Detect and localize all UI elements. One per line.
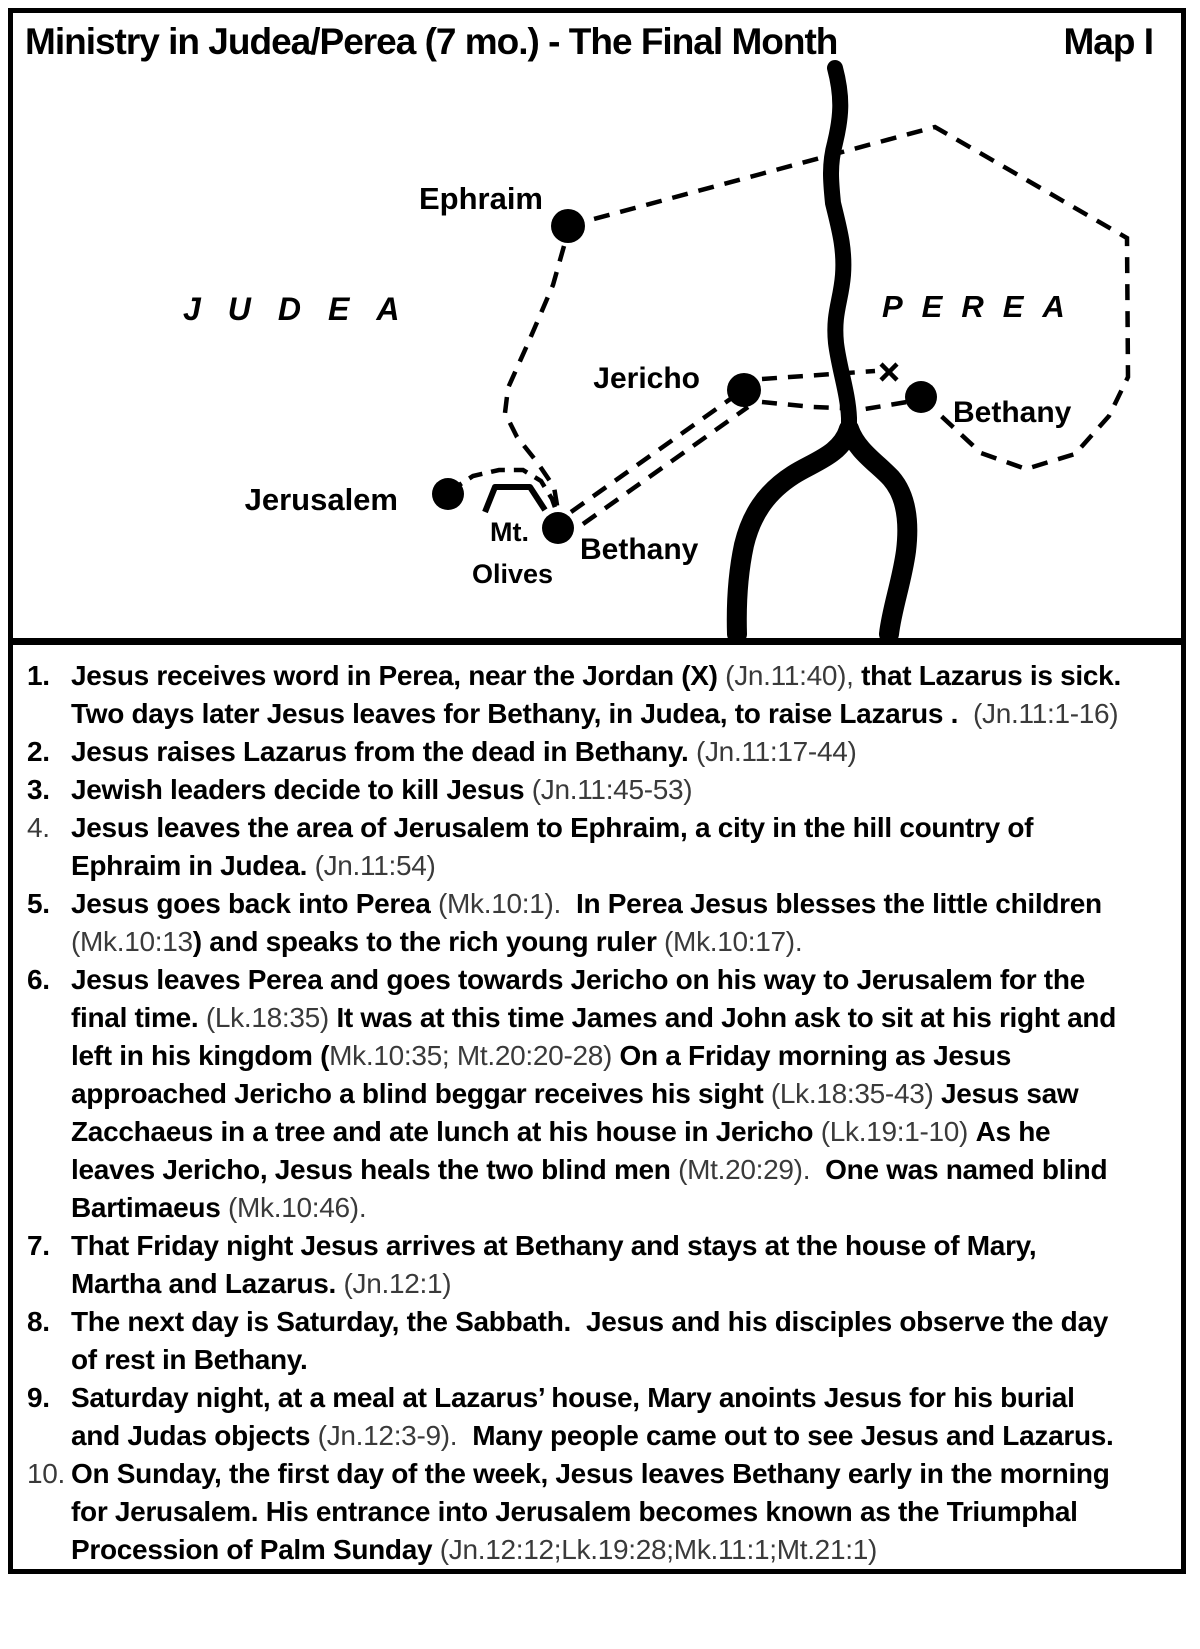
event-text: On a Friday morning as Jesus approached Jericho a blind beggar receives his sight: [71, 1040, 1019, 1109]
event-text: ) and speaks to the rich young ruler: [192, 926, 665, 957]
scripture-reference: Mk.10:35; Mt.20:20-28): [329, 1040, 620, 1071]
item-text: [71, 733, 1126, 771]
event-text: Jesus goes back into Perea: [71, 888, 438, 919]
item-number: 10.: [27, 1458, 66, 1489]
scripture-reference: (Lk.19:1-10): [820, 1116, 976, 1147]
scripture-reference: (Mk.10:13: [71, 926, 193, 957]
scripture-reference: (Jn.11:45-53): [531, 774, 693, 805]
event-text: Jesus raises Lazarus from the dead in Bethany.: [71, 736, 696, 767]
scripture-reference: (Jn.11:1-16): [973, 698, 1119, 729]
scripture-reference: (Jn.11:40),: [725, 660, 862, 691]
item-text: [71, 1227, 1126, 1303]
jerusalem-dot: [432, 478, 464, 510]
event-text: Many people came out to see Jesus and Lazarus.: [472, 1420, 1114, 1451]
event-text: In Perea Jesus blesses the little children: [575, 888, 1110, 919]
list-item: [27, 809, 1126, 885]
event-text: Jesus saw Zacchaeus in a tree and ate lunch at his house in Jericho: [71, 1078, 1086, 1147]
route-ephraim-bethany-dashed: [505, 246, 564, 511]
ephraim-label: Ephraim: [418, 181, 543, 216]
item-number: 2.: [27, 736, 50, 767]
event-text: that Lazarus is sick. Two days later Jesus leaves for Bethany, in Judea, to raise Lazarus .: [71, 660, 1136, 729]
item-number: 1.: [27, 660, 50, 691]
item-text: [71, 809, 1126, 885]
item-number: 3.: [27, 774, 50, 805]
list-item: [27, 1379, 1126, 1455]
route-bethany-jericho-upper-dashed: [571, 395, 736, 512]
route-jericho-x-dashed: [762, 371, 875, 379]
mt-olives-label-line1: Mt.: [490, 517, 529, 547]
item-number: 5.: [27, 888, 50, 919]
item-text: [71, 1379, 1126, 1455]
jordan-river-main: [831, 68, 849, 435]
list-item: [27, 885, 1126, 961]
jericho-label: Jericho: [593, 362, 700, 395]
item-number: 7.: [27, 1230, 50, 1261]
event-text: Saturday night, at a meal at Lazarus’ house, Mary anoints Jesus for his burial and Judas objects: [71, 1382, 1083, 1451]
page-title: Ministry in Judea/Perea (7 mo.) - The Final Month: [25, 21, 838, 62]
map-number-label: Map I: [1063, 21, 1153, 62]
item-text: [71, 657, 1136, 733]
page-frame: [8, 8, 1186, 1574]
event-text: That Friday night Jesus arrives at Bethany and stays at the house of Mary, Martha and Lazarus.: [71, 1230, 1044, 1299]
mt-olives-ridge: [485, 487, 545, 512]
list-item: [27, 961, 1126, 1227]
event-text: It was at this time James and John ask to sit at his right and left in his kingdom (: [71, 1002, 1124, 1071]
item-text: [71, 885, 1126, 961]
event-text: Jesus leaves Perea and goes towards Jericho on his way to Jerusalem for the final time.: [71, 964, 1093, 1033]
scripture-reference: (Jn.12:3-9).: [317, 1420, 473, 1451]
scripture-reference: (Lk.18:35): [205, 1002, 337, 1033]
item-text: [71, 771, 1126, 809]
bethany-judea-dot: [542, 512, 574, 544]
jordan-river-west-branch: [737, 429, 849, 634]
jericho-dot: [727, 373, 761, 407]
route-bethany-jericho-lower-dashed: [583, 407, 748, 524]
map-title-row: [25, 21, 1153, 63]
event-text: One was named blind Bartimaeus: [71, 1154, 1115, 1223]
item-number: 9.: [27, 1382, 50, 1413]
list-item: [27, 1227, 1126, 1303]
scripture-reference: (Jn.11:54): [314, 850, 436, 881]
bethany-perea-label: Bethany: [953, 396, 1072, 429]
list-item: [27, 1455, 1126, 1569]
list-item: [27, 771, 1126, 809]
list-item: [27, 657, 1136, 733]
jerusalem-label: Jerusalem: [244, 482, 398, 517]
route-jericho-bethany-perea-dashed: [762, 402, 907, 409]
item-text: [71, 1455, 1126, 1569]
list-item: [27, 733, 1126, 771]
judea-region-label: JUDEA: [183, 291, 427, 327]
event-list: [13, 645, 1181, 1569]
scripture-reference: (Mt.20:29).: [678, 1154, 826, 1185]
event-text: Jesus leaves the area of Jerusalem to Ephraim, a city in the hill country of Ephraim in Judea.: [71, 812, 1041, 881]
judea-perea-map: [13, 13, 1181, 638]
bethany-perea-dot: [905, 381, 937, 413]
item-number: 8.: [27, 1306, 50, 1337]
item-number: 6.: [27, 964, 50, 995]
item-number: 4.: [27, 812, 50, 843]
scripture-reference: (Mk.10:17).: [664, 926, 803, 957]
map-section: [13, 13, 1181, 645]
scripture-reference: (Jn.11:17-44): [695, 736, 857, 767]
list-item: [27, 1303, 1126, 1379]
event-text: Jewish leaders decide to kill Jesus: [71, 774, 532, 805]
jordan-river-east-branch: [849, 429, 907, 634]
scripture-reference: (Mk.10:1).: [437, 888, 576, 919]
ephraim-dot: [551, 209, 585, 243]
scripture-reference: (Jn.12:1): [343, 1268, 452, 1299]
item-text: [71, 1303, 1126, 1379]
scripture-reference: (Jn.12:12;Lk.19:28;Mk.11:1;Mt.21:1): [439, 1534, 877, 1565]
item-text: [71, 961, 1126, 1227]
x-marker: [881, 364, 897, 380]
event-text: Jesus receives word in Perea, near the Jordan (X): [71, 660, 726, 691]
event-text: As he leaves Jericho, Jesus heals the two blind men: [71, 1116, 1058, 1185]
scripture-reference: (Lk.18:35-43): [770, 1078, 942, 1109]
scripture-reference: (Mk.10:46).: [228, 1192, 367, 1223]
event-text: The next day is Saturday, the Sabbath. Jesus and his disciples observe the day of rest in Bethany.: [71, 1306, 1116, 1375]
perea-region-label: PEREA: [882, 289, 1084, 324]
mt-olives-label-line2: Olives: [472, 559, 554, 589]
event-text: On Sunday, the first day of the week, Jesus leaves Bethany early in the morning for Jerusalem. His entrance into Jerusalem becomes known as the Triumphal Procession of Palm Sunday: [71, 1458, 1118, 1565]
bethany-judea-label: Bethany: [580, 533, 699, 566]
